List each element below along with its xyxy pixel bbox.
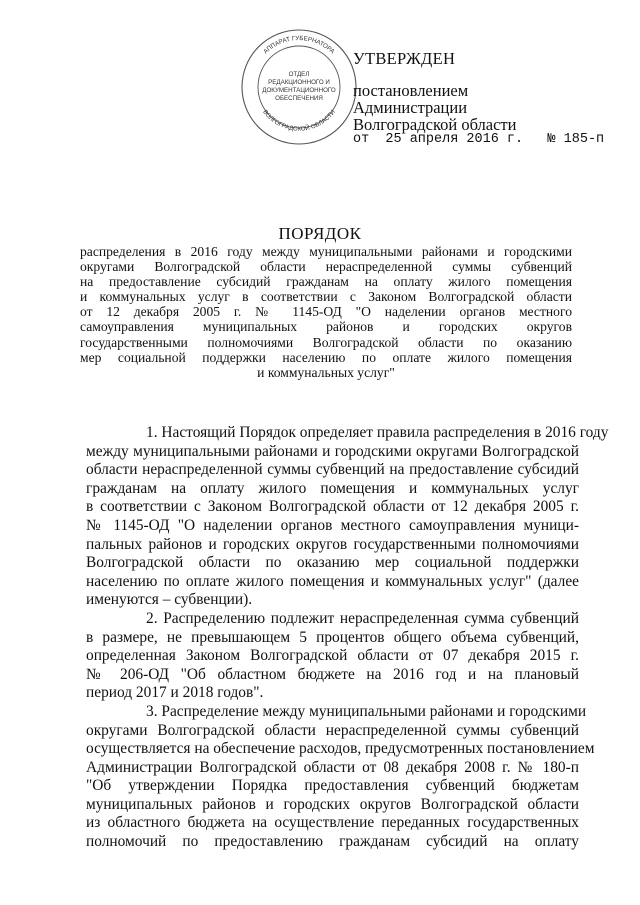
document-title: ПОРЯДОК	[278, 224, 362, 243]
stamp-inner-line: РЕДАКЦИОННОГО И	[268, 79, 330, 86]
body-line: полномочий по предоставлению гражданам субсидий на оплату	[86, 833, 579, 851]
document-body	[86, 424, 609, 852]
body-line: осуществляется на обеспечение расходов, предусмотренных постановлением	[86, 740, 595, 758]
approval-block	[353, 50, 516, 133]
body-line: Администрации Волгоградской области от 08 декабря 2008 г. № 180-п	[86, 758, 579, 776]
stamp-bottom-text: ВОЛГОГРАДСКОЙ ОБЛАСТИ	[261, 108, 337, 133]
body-line: период 2017 и 2018 годов".	[86, 684, 264, 702]
subtitle-line: от 12 декабря 2005 г. № 1145-ОД "О наделении органов местного	[80, 304, 572, 320]
stamp-inner-line: ОТДЕЛ	[288, 71, 310, 78]
stamp-inner-line: ОБЕСПЕЧЕНИЯ	[275, 95, 323, 102]
body-line: именуются – субвенции).	[86, 591, 253, 609]
approval-line: постановлением	[353, 81, 469, 100]
body-line: в размере, не превышающем 5 процентов общего объема субвенций,	[86, 628, 579, 646]
subtitle-line: государственными полномочиями Волгоградской области по оказанию	[80, 334, 572, 350]
body-line: 3. Распределение между муниципальными районами и городскими	[146, 702, 587, 720]
approval-line: Администрации	[353, 98, 468, 117]
subtitle-line: распределения в 2016 году между муниципальными районами и городскими	[80, 244, 572, 259]
body-line: 1. Настоящий Порядок определяет правила распределения в 2016 году	[146, 424, 609, 441]
body-line: муниципальных районов и городских округов Волгоградской области	[86, 795, 579, 813]
body-line: № 206-ОД "Об областном бюджете на 2016 год и на плановый	[86, 665, 579, 683]
stamp-inner-line: ДОКУМЕНТАЦИОННОГО	[262, 87, 336, 94]
subtitle-line: округами Волгоградской области нераспределенной суммы субвенций	[80, 259, 572, 275]
body-line: населению по оплате жилого помещения и коммунальных услуг" (далее	[86, 572, 579, 590]
body-line: "Об утверждении Порядка предоставления субвенций бюджетам	[86, 777, 579, 795]
subtitle-line: самоуправления муниципальных районов и городских округов	[80, 319, 572, 335]
body-line: округами Волгоградской области нераспределенной суммы субвенций	[86, 721, 579, 739]
body-line: между муниципальными районами и городскими округами Волгоградской	[86, 442, 579, 460]
subtitle-line: и коммунальных услуг"	[257, 364, 395, 380]
subtitle-line: и коммунальных услуг в соответствии с Законом Волгоградской области	[80, 289, 572, 305]
approval-date: от 25 апреля 2016 г. № 185-п	[353, 132, 605, 147]
subtitle-line: на предоставление субсидий гражданам на оплату жилого помещения	[80, 274, 572, 290]
stamp-outer-text: АППАРАТ ГУБЕРНАТОРА	[262, 34, 336, 56]
body-line: 2. Распределению подлежит нераспределенная сумма субвенций	[146, 609, 579, 627]
body-line: в соответствии с Законом Волгоградской области от 12 декабря 2005 г.	[86, 498, 579, 516]
subtitle-line: мер социальной поддержки населению по оплате жилого помещения	[80, 349, 572, 365]
paragraph-2	[86, 610, 579, 703]
approval-title: УТВЕРЖДЕН	[353, 49, 456, 68]
body-line: пальных районов и городских округов государственными полномочиями	[86, 535, 579, 553]
paragraph-1	[86, 424, 609, 610]
document-subtitle	[80, 244, 572, 380]
body-line: из областного бюджета на осуществление переданных государственных	[86, 814, 579, 832]
official-stamp	[238, 26, 360, 148]
body-line: Волгоградской области по оказанию мер социальной поддержки	[86, 554, 579, 572]
body-line: гражданам на оплату жилого помещения и коммунальных услуг	[86, 479, 579, 497]
body-line: области нераспределенной суммы субвенций на предоставление субсидий	[86, 461, 579, 479]
paragraph-3	[86, 702, 595, 852]
body-line: определенная Законом Волгоградской области от 07 декабря 2015 г.	[86, 647, 579, 665]
body-line: № 1145-ОД "О наделении органов местного самоуправления муници-	[86, 516, 579, 534]
approval-line: Волгоградской области	[353, 115, 517, 134]
